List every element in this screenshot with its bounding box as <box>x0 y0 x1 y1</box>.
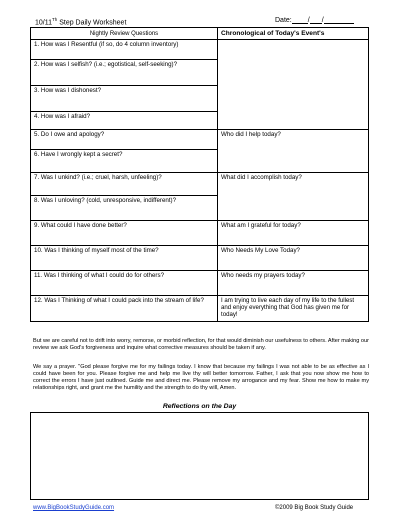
date-sep-2: / <box>321 17 324 24</box>
left-column-header: Nightly Review Questions <box>31 28 218 40</box>
question-4: 4. How was I afraid? <box>31 112 218 130</box>
table-row <box>31 221 369 246</box>
table-row <box>31 296 369 322</box>
careful-paragraph: But we are careful not to drift into worry, remorse, or morbid reflection, for that would diminish our usefulness to others. After making our review we ask God's forgiveness and inquire what corrective measures should be taken if any. <box>33 338 369 351</box>
title-sup: Th <box>52 17 58 22</box>
date-sep-1: / <box>307 17 310 24</box>
question-1: 1. How was I Resentful (if so, do 4 column inventory) <box>31 40 218 60</box>
question-11: 11. Was I thinking of what I could do for others? <box>31 271 218 296</box>
title-suffix: Step Daily Worksheet <box>57 19 127 27</box>
question-7: 7. Was I unkind? (i.e.; cruel, harsh, unfeeling)? <box>31 173 218 196</box>
reflections-title: Reflections on the Day <box>162 403 237 410</box>
date-field <box>275 17 354 24</box>
right-column-header: Chronological of Today's Event's <box>218 28 369 40</box>
question-6: 6. Have I wrongly kept a secret? <box>31 150 218 173</box>
question-3: 3. How was I dishonest? <box>31 86 218 112</box>
table-row <box>31 40 369 60</box>
answer-grateful[interactable]: What am I grateful for today? <box>218 221 369 246</box>
answer-accomplish[interactable]: What did I accomplish today? <box>218 173 369 221</box>
answer-prayers[interactable]: Who needs my prayers today? <box>218 271 369 296</box>
prayer-paragraph: We say a prayer. "God please forgive me for my failings today. I know that because my failings I was not able to be as effective as I could have been for you. Please forgive me and help me live thy will better tomorrow. Father, I ask that you now show me how to correct the errors I have just outlined. Guide me and direct me. Please remove my arrogance and my fear. Show me how to make my relationships right, and grant me the humility and the strength to do thy will, Amen. <box>33 364 369 391</box>
footer-copyright: ©2009 Big Book Study Guide <box>275 505 354 511</box>
review-table <box>30 27 369 322</box>
events-cell[interactable] <box>218 40 369 130</box>
footer-link[interactable]: www.BigBookStudyGuide.com <box>33 505 115 511</box>
question-10: 10. Was I thinking of myself most of the time? <box>31 246 218 271</box>
worksheet-title <box>35 17 126 26</box>
question-5: 5. Do I owe and apology? <box>31 130 218 150</box>
date-day-blank[interactable] <box>307 17 322 24</box>
table-row <box>31 246 369 271</box>
title-prefix: 10/11 <box>35 19 52 27</box>
answer-love[interactable]: Who Needs My Love Today? <box>218 246 369 271</box>
table-row <box>31 173 369 196</box>
table-row <box>31 271 369 296</box>
question-8: 8. Was I unloving? (cold, unresponsive, indifferent)? <box>31 196 218 221</box>
question-12: 12. Was I Thinking of what I could pack into the stream of life? <box>31 296 218 322</box>
reflections-box[interactable] <box>30 412 369 500</box>
question-9: 9. What could I have done better? <box>31 221 218 246</box>
question-2: 2. How was I selfish? (i.e.; egotistical, self-seeking)? <box>31 60 218 86</box>
date-label: Date: <box>275 17 292 24</box>
table-header-row <box>31 28 369 40</box>
table-row <box>31 130 369 150</box>
answer-help[interactable]: Who did I help today? <box>218 130 369 173</box>
date-month-blank[interactable] <box>292 17 308 24</box>
answer-live-fully: I am trying to live each day of my life to the fullest and enjoy everything that God has given me for today! <box>218 296 369 322</box>
date-year-blank[interactable] <box>321 17 354 24</box>
